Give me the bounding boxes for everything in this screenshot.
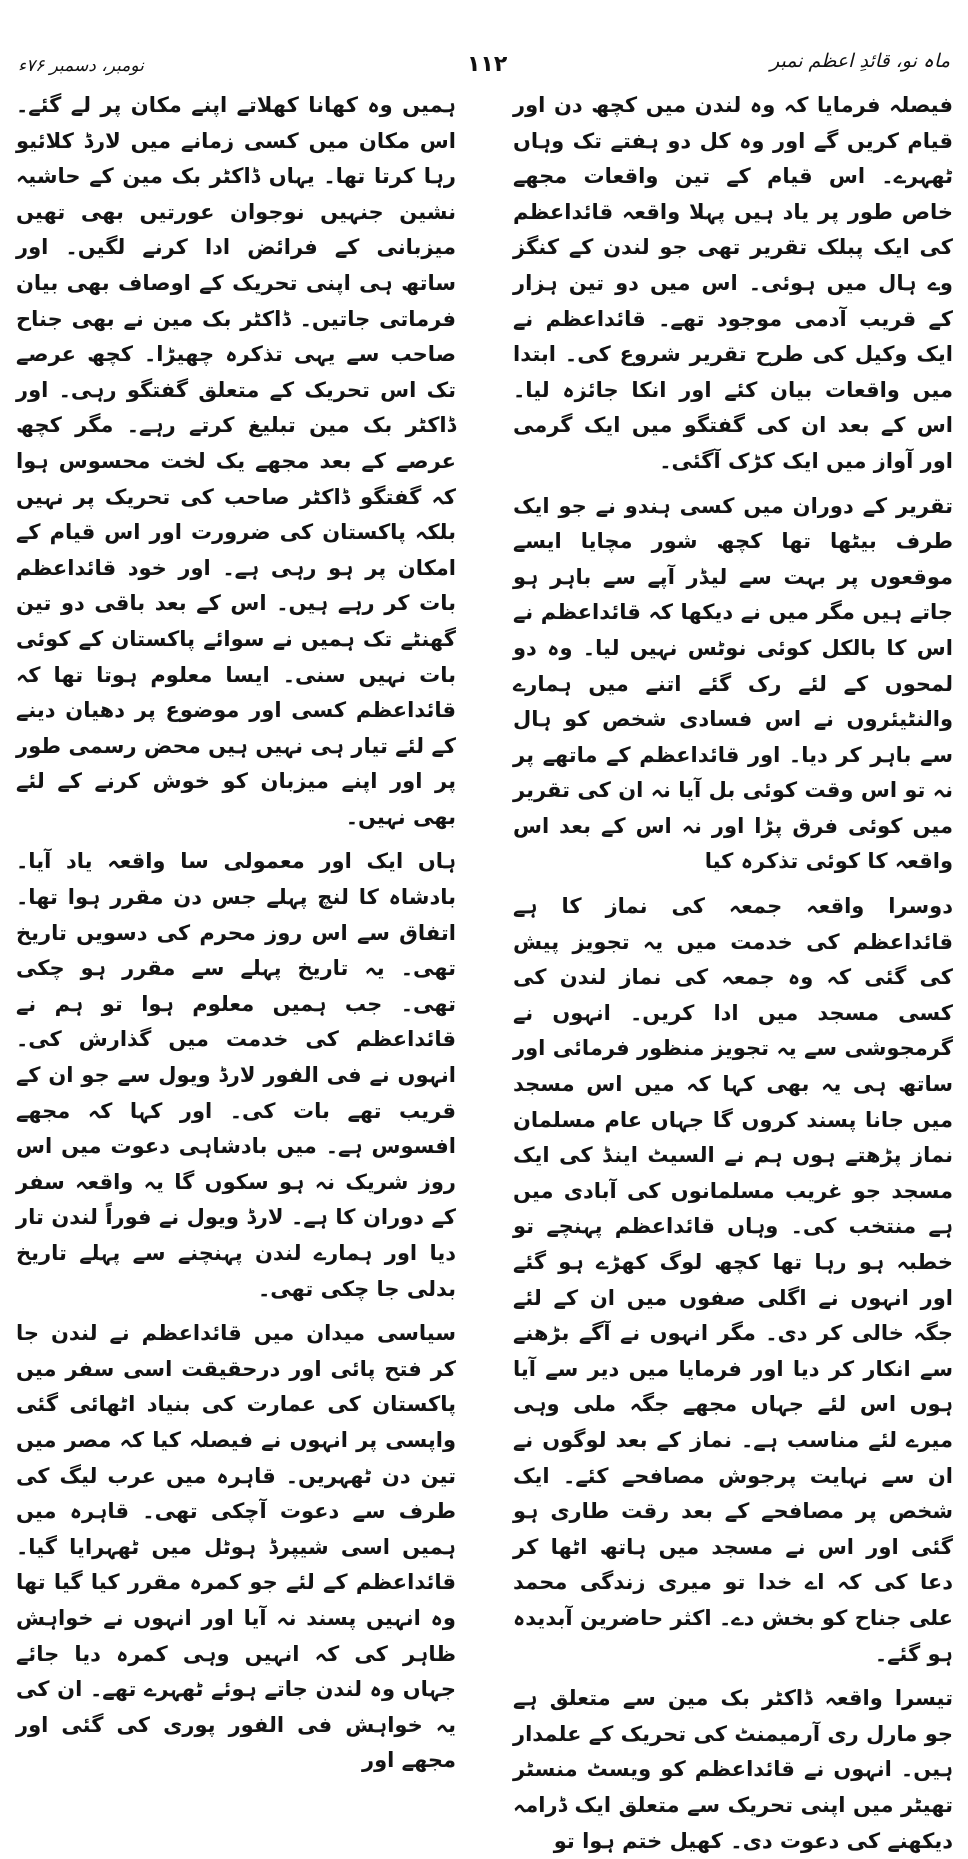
- paragraph-royal-lunch: ہاں ایک اور معمولی سا واقعہ یاد آیا۔ بادشاہ کا لنچ پہلے جس دن مقرر ہوا تھا۔ اتفاق سے اس روز محرم کی دسویں تاریخ تھی۔ یہ تاریخ پہلے سے مقرر ہو چکی تھی۔ جب ہمیں معلوم ہوا تو ہم نے قائداعظم کی خدمت میں گذارش کی۔ انہوں نے فی الفور لارڈ ویول سے جو ان کے قریب تھے بات کی۔ اور کہا کہ مجھے افسوس ہے۔ میں بادشاہی دعوت میں اس روز شریک نہ ہو سکوں گا یہ واقعہ سفر کے دوران کا ہے۔ لارڈ ویول نے فوراً لندن تار دیا اور ہمارے لندن پہنچنے سے پہلے تاریخ بدلی جا چکی تھی۔: [16, 849, 456, 1301]
- issue-date: نومبر، دسمبر ۷۶ء: [18, 56, 144, 76]
- left-column: [16, 88, 456, 1773]
- paragraph-dinner: ہمیں وہ کھانا کھلاتے اپنے مکان پر لے گئے۔ اس مکان میں کسی زمانے میں لارڈ کلائیو رہا کرتا تھا۔ یہاں ڈاکٹر بک مین کے حاشیہ نشین جنہیں نوجوان عورتیں بھی تھیں میزبانی کے فرائض ادا کرنے لگیں۔ اور ساتھ ہی اپنی تحریک کے اوصاف بھی بیان فرماتی جاتیں۔ ڈاکٹر بک مین نے بھی جناح صاحب سے یہی تذکرہ چھیڑا۔ کچھ عرصے تک اس تحریک کے متعلق گفتگو رہی۔ اور ڈاکٹر بک مین تبلیغ کرتے رہے۔ مگر کچھ عرصے کے بعد مجھے یک لخت محسوس ہوا کہ گفتگو ڈاکٹر صاحب کی تحریک پر نہیں بلکہ پاکستان کی ضرورت اور اس قیام کے امکان پر ہو رہی ہے۔ اور خود قائداعظم بات کر رہے ہیں۔ اس کے بعد باقی دو تین گھنٹے تک ہمیں نے سوائے پاکستان کے کوئی بات نہیں سنی۔ ایسا معلوم ہوتا تھا کہ قائداعظم کسی اور موضوع پر دھیان دینے کے لئے تیار ہی نہیں ہیں محض رسمی طور پر اور اپنے میزبان کو خوش کرنے کے لئے بھی نہیں۔: [16, 93, 456, 829]
- page-number: ۱۱۲: [467, 52, 508, 77]
- page-header: [12, 42, 956, 82]
- paragraph-speech-interruption: تقریر کے دوران میں کسی ہندو نے جو ایک طرف بیٹھا تھا کچھ شور مچایا ایسے موقعوں پر بہت سے لیڈر آپے سے باہر ہو جاتے ہیں مگر میں نے دیکھا کہ قائداعظم نے اس کا بالکل کوئی نوٹس نہیں لیا۔ وہ دو لمحوں کے لئے رک گئے اتنے میں ہمارے والنٹیئروں نے اس فسادی شخص کو ہال سے باہر کر دیا۔ اور قائداعظم کے ماتھے پر نہ تو اس وقت کوئی بل آیا نہ ان کی تقریر میں کوئی فرق پڑا اور نہ اس کے بعد اس واقعہ کا کوئی تذکرہ کیا: [513, 493, 953, 874]
- paragraph-cairo: سیاسی میدان میں قائداعظم نے لندن جا کر فتح پائی اور درحقیقت اسی سفر میں پاکستان کی عمارت کی بنیاد اٹھائی گئی واپسی پر انہوں نے فیصلہ کیا کہ مصر میں تین دن ٹھہریں۔ قاہرہ میں عرب لیگ کی طرف سے دعوت آچکی تھی۔ قاہرہ میں ہمیں اسی شیپرڈ ہوٹل میں ٹھہرایا گیا۔ قائداعظم کے لئے جو کمرہ مقرر کیا گیا تھا وہ انہیں پسند نہ آیا اور انہوں نے خواہش ظاہر کی کہ انہیں وہی کمرہ دیا جائے جہاں وہ لندن جاتے ہوئے ٹھہرے تھے۔ ان کی یہ خواہش فی الفور پوری کی گئی اور مجھے اور: [16, 1321, 456, 1773]
- publication-title: ماہ نو، قائدِ اعظم نمبر: [770, 50, 950, 72]
- right-column: [513, 88, 953, 1853]
- paragraph-second-event: دوسرا واقعہ جمعہ کی نماز کا ہے قائداعظم کی خدمت میں یہ تجویز پیش کی گئی کہ وہ جمعہ کی نماز لندن کی کسی مسجد میں ادا کریں۔ انہوں نے گرمجوشی سے یہ تجویز منظور فرمائی اور ساتھ ہی یہ بھی کہا کہ میں اس مسجد میں جانا پسند کروں گا جہاں عام مسلمان نماز پڑھتے ہوں ہم نے السیٹ اینڈ کی ایک مسجد جو غریب مسلمانوں کی آبادی میں ہے منتخب کی۔ وہاں قائداعظم پہنچے تو خطبہ ہو رہا تھا کچھ لوگ کھڑے ہو گئے اور انہوں نے اگلی صفوں میں ان کے لئے جگہ خالی کر دی۔ مگر انہوں نے آگے بڑھنے سے انکار کر دیا اور فرمایا میں دیر سے آیا ہوں اس لئے جہاں مجھے جگہ ملی وہی میرے لئے مناسب ہے۔ نماز کے بعد لوگوں نے ان سے نہایت پرجوش مصافحے کئے۔ ایک شخص پر مصافحے کے بعد رقت طاری ہو گئی اور اس نے مسجد میں ہاتھ اٹھا کر دعا کی کہ اے خدا تو میری زندگی محمد علی جناح کو بخش دے۔ اکثر حاضرین آبدیدہ ہو گئے۔: [513, 894, 953, 1666]
- paragraph-third-event: تیسرا واقعہ ڈاکٹر بک مین سے متعلق ہے جو مارل ری آرمیمنٹ کی تحریک کے علمدار ہیں۔ انہوں نے قائداعظم کو ویسٹ منسٹر تھیٹر میں اپنی تحریک سے متعلق ایک ڈرامہ دیکھنے کی دعوت دی۔ کھیل ختم ہوا تو: [513, 1686, 953, 1853]
- paragraph-first-event: فیصلہ فرمایا کہ وہ لندن میں کچھ دن اور قیام کریں گے اور وہ کل دو ہفتے تک وہاں ٹھہرے۔ اس قیام کے تین واقعات مجھے خاص طور پر یاد ہیں پہلا واقعہ قائداعظم کی ایک پبلک تقریر تھی جو لندن کے کنگز وے ہال میں ہوئی۔ اس میں دو تین ہزار کے قریب آدمی موجود تھے۔ قائداعظم نے ایک وکیل کی طرح تقریر شروع کی۔ ابتدا میں واقعات بیان کئے اور انکا جائزہ لیا۔ اس کے بعد ان کی گفتگو میں ایک گرمی اور آواز میں ایک کڑک آگئی۔: [513, 93, 953, 473]
